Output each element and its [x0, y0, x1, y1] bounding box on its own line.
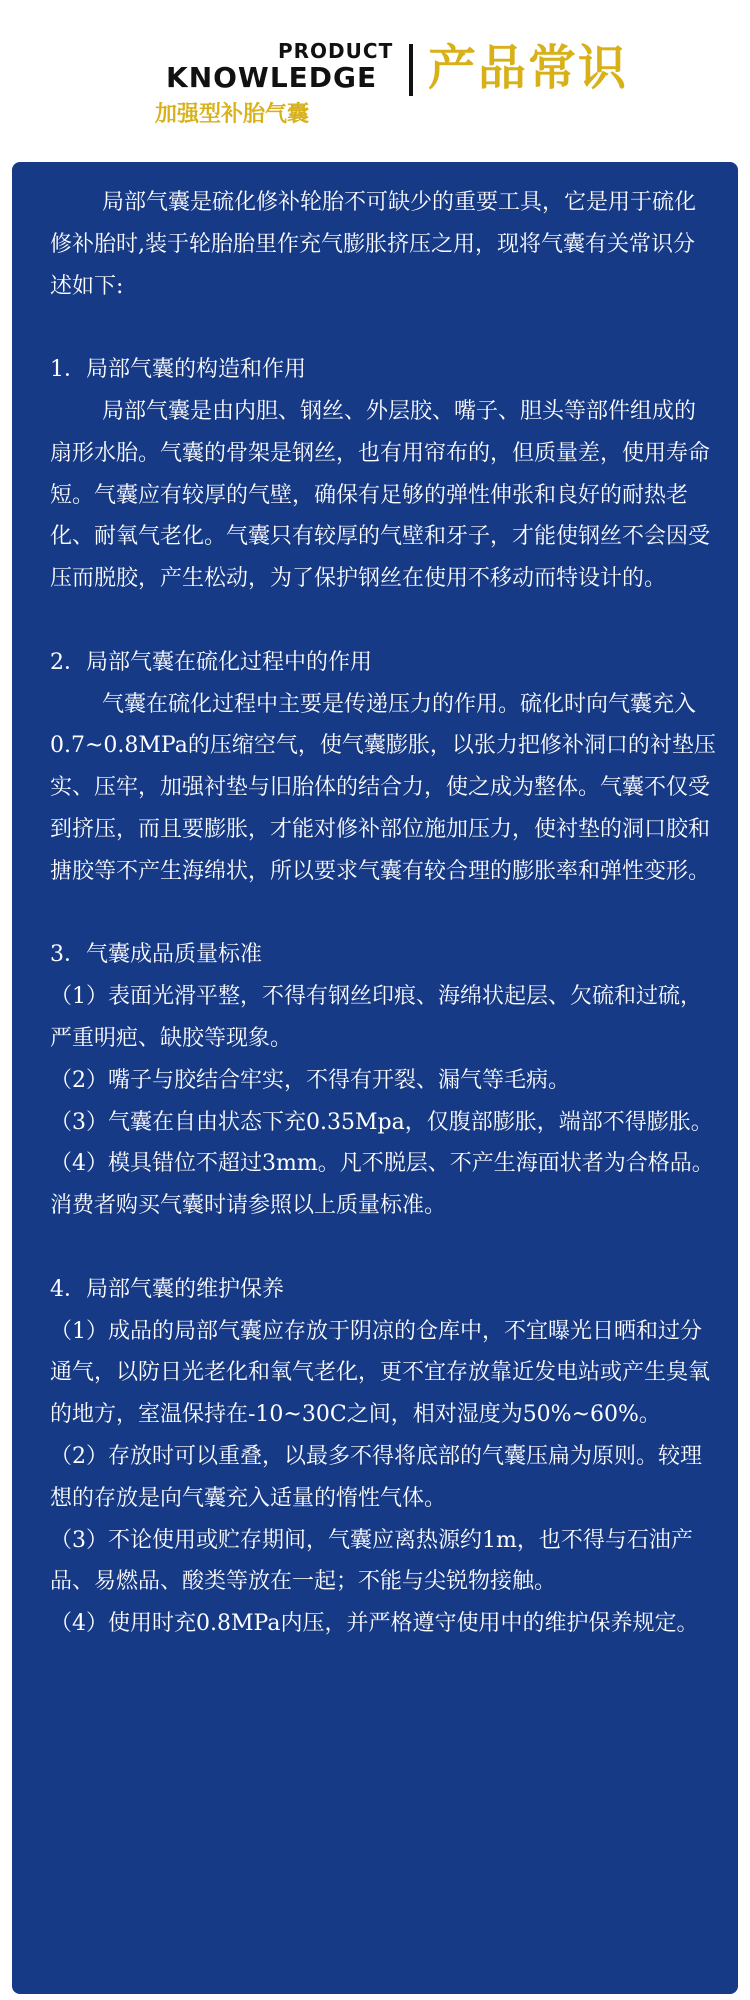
page-header: [0, 0, 750, 160]
spacer: [50, 600, 716, 642]
section3-note: 消费者购买气囊时请参照以上质量标准。: [50, 1193, 447, 1219]
article-body: [50, 182, 716, 1645]
header-divider: [409, 44, 413, 96]
section4-item-3: （3）不论使用或贮存期间，气囊应离热源约1m，也不得与石油产品、易燃品、酸类等放在一起；不能与尖锐物接触。: [50, 1527, 693, 1595]
section3-heading: 3．气囊成品质量标准: [50, 942, 262, 968]
section1-heading: 1．局部气囊的构造和作用: [50, 357, 306, 383]
spacer: [50, 893, 716, 935]
header-en-knowledge: KNOWLEDGE: [166, 61, 378, 94]
section3-item-1: （1）表面光滑平整，不得有钢丝印痕、海绵状起层、欠硫和过硫，严重明疤、缺胶等现象。: [50, 984, 702, 1051]
section2-body: 气囊在硫化过程中主要是传递压力的作用。硫化时向气囊充入0.7~0.8MPa的压缩空气，使气囊膨胀，以张力把修补洞口的衬垫压实、压牢，加强衬垫与旧胎体的结合力，使之成为整体。气囊不仅受到挤压，而且要膨胀，才能对修补部位施加压力，使衬垫的洞口胶和搪胶等不产生海绵状，所以要求气囊有较合理的膨胀率和弹性变形。: [50, 691, 716, 884]
section3-item-4: （4）模具错位不超过3mm。凡不脱层、不产生海面状者为合格品。: [50, 1151, 714, 1177]
intro-paragraph: 局部气囊是硫化修补轮胎不可缺少的重要工具，它是用于硫化修补胎时,装于轮胎胎里作充气膨胀挤压之用，现将气囊有关常识分述如下:: [50, 190, 697, 299]
section4-item-2: （2）存放时可以重叠，以最多不得将底部的气囊压扁为原则。较理想的存放是向气囊充入适量的惰性气体。: [50, 1443, 702, 1511]
section2-heading: 2．局部气囊在硫化过程中的作用: [50, 649, 372, 675]
content-panel: [12, 162, 738, 1994]
spacer: [50, 307, 716, 349]
section4-item-4: （4）使用时充0.8MPa内压，并严格遵守使用中的维护保养规定。: [50, 1611, 699, 1637]
section1-body: 局部气囊是由内胆、钢丝、外层胶、嘴子、胆头等部件组成的扇形水胎。气囊的骨架是钢丝，也有用帘布的，但质量差，使用寿命短。气囊应有较厚的气壁，确保有足够的弹性伸张和良好的耐热老化、耐氧气老化。气囊只有较厚的气壁和牙子，才能使钢丝不会因受压而脱胶，产生松动，为了保护钢丝在使用不移动而特设计的。: [50, 398, 711, 592]
spacer: [50, 1227, 716, 1269]
section3-item-3: （3）气囊在自由状态下充0.35Mpa，仅腹部膨胀，端部不得膨胀。: [50, 1109, 713, 1135]
header-subtitle: 加强型补胎气囊: [155, 102, 310, 127]
section3-item-2: （2）嘴子与胶结合牢实，不得有开裂、漏气等毛病。: [50, 1067, 570, 1093]
section4-heading: 4．局部气囊的维护保养: [50, 1276, 284, 1302]
section4-item-1: （1）成品的局部气囊应存放于阴凉的仓库中，不宜曝光日晒和过分通气，以防日光老化和氧气老化，更不宜存放靠近发电站或产生臭氧的地方，室温保持在-10~30C之间，相对湿度为50%~60%。: [50, 1318, 711, 1428]
header-cn-title: 产品常识: [428, 40, 629, 96]
header-en-product: PRODUCT: [278, 39, 394, 63]
